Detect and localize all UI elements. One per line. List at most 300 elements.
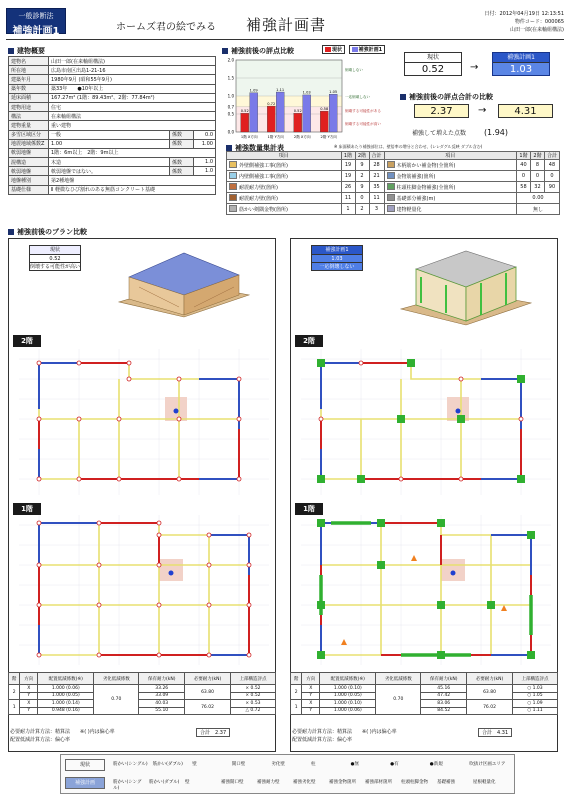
- bar-plan: [250, 93, 258, 132]
- subtitle: ホームズ君の絵でみる: [116, 22, 216, 33]
- floor1-plan-current: [19, 515, 269, 665]
- calc-note2-reinforced: 配置低減計算方法：偏心率: [292, 737, 353, 743]
- y-tick-label: 1.0: [227, 93, 234, 99]
- increase-value: (1.94): [483, 128, 508, 137]
- qty-value: 9: [355, 160, 369, 171]
- plan-score-value: 1.03: [493, 62, 549, 75]
- required-cell: 76.02: [467, 700, 513, 715]
- info-row: [9, 57, 216, 66]
- qty-value: 90: [544, 182, 559, 193]
- bar-current: [320, 111, 328, 132]
- info-key: 地震地域係数Z: [9, 139, 49, 148]
- info-row: [9, 121, 216, 130]
- qty-item: [227, 204, 342, 215]
- qty-value: 58: [516, 182, 530, 193]
- info-row: [9, 185, 216, 194]
- structure-score-cell: ○ 1.09: [512, 700, 557, 708]
- sum-current: [196, 728, 230, 737]
- reinforced-tag-label: 補強計画1: [312, 246, 362, 254]
- layout-factor-cell: 1.000 (0.10): [320, 700, 376, 708]
- info-key: 基礎仕様: [9, 185, 49, 194]
- info-value: 在来軸組構法: [49, 112, 216, 121]
- qty-header: 項目: [227, 152, 342, 160]
- score-table-reinforced: [290, 672, 558, 715]
- building-info-table: [8, 56, 216, 195]
- score-header: 方向: [302, 673, 320, 685]
- zone-label: 倒壊する可能性がある: [345, 109, 381, 114]
- layout-factor-cell: 1.000 (0.06): [38, 685, 94, 693]
- legend-item: 筋かい(シングル): [113, 762, 148, 767]
- info-key: 混構造: [9, 158, 49, 167]
- info-value: 木造: [49, 158, 170, 167]
- current-score-label: 現状: [426, 54, 439, 61]
- bar-value-label: 1.03: [302, 90, 311, 95]
- qty-value: 0: [516, 171, 530, 182]
- bar-plan: [303, 95, 311, 132]
- bar-value-label: 1.05: [329, 90, 338, 94]
- score-comparison-chart: [222, 56, 390, 144]
- qty-value: 0: [544, 171, 559, 182]
- floor1-plan-reinforced: [301, 515, 551, 665]
- chart-title: 補強前後の評点比較: [222, 46, 294, 56]
- legend-item: 補強劣化壁: [293, 780, 316, 785]
- qty-item-label: 柱頭柱脚金物補強(全箇所): [396, 185, 456, 191]
- current-tag-label: 現状: [30, 246, 80, 254]
- reinforcement-icon: [229, 194, 237, 201]
- qty-value: 0: [530, 171, 544, 182]
- qty-row: [227, 171, 560, 182]
- qty-item: [227, 193, 342, 204]
- qty-header: 1階: [341, 152, 355, 160]
- qty-item-label: 内壁側補強工事(箇所): [239, 174, 288, 180]
- direction-cell: Y: [302, 692, 320, 700]
- plan-badge: [6, 8, 66, 37]
- header-divider: [6, 39, 564, 40]
- zone-label: 倒壊する可能性が高い: [345, 121, 381, 126]
- qty-header: 2階: [530, 152, 544, 160]
- score-row: [291, 707, 558, 715]
- layout-factor-cell: 1.000 (0.05): [320, 692, 376, 700]
- deterioration-cell: 0.70: [94, 685, 139, 715]
- legend-item: 補強開口壁: [221, 780, 244, 785]
- quantity-title: 補強数量集計表: [226, 143, 284, 153]
- info-factor-key: 係数: [170, 139, 194, 148]
- bar-value-label: 0.52: [293, 109, 302, 114]
- reinforcement-icon: [387, 161, 395, 168]
- y-tick-label: 0.7: [227, 104, 234, 110]
- bar-plan: [329, 94, 337, 132]
- legend-current-button: 現状: [65, 759, 105, 771]
- capacity-cell: 40.03: [139, 700, 185, 708]
- layout-factor-cell: 1.000 (0.05): [38, 692, 94, 700]
- legend-item: 筋かい(シングル): [113, 780, 142, 791]
- score-row: [291, 692, 558, 700]
- score-arrow: →: [470, 62, 479, 73]
- info-factor-value: 0.0: [194, 130, 216, 139]
- score-header: 保有耐力(kN): [421, 673, 467, 685]
- qty-value: 35: [369, 182, 384, 193]
- reinforcement-icon: [387, 172, 395, 179]
- floor2-plan-reinforced: [301, 349, 551, 495]
- info-row: [9, 176, 216, 185]
- qty-header: 合計: [544, 152, 559, 160]
- current-plan-tag: [29, 245, 81, 271]
- total-comparison-title: 補強前後の評点合計の比較: [400, 92, 493, 102]
- qty-item-label: 外壁側補強工事(箇所): [239, 163, 288, 169]
- score-header: 配置低減係数(※): [320, 673, 376, 685]
- layout-factor-cell: 1.000 (0.06): [320, 707, 376, 715]
- info-row: [9, 139, 216, 148]
- qty-item: [384, 204, 516, 215]
- bar-plan: [276, 92, 284, 132]
- bar-current: [294, 113, 302, 132]
- qty-value: 28: [369, 160, 384, 171]
- qty-value: 26: [341, 182, 355, 193]
- floor2-label-current: 2階: [13, 335, 41, 347]
- bar-value-label: 0.72: [267, 101, 276, 106]
- info-key: 建物名: [9, 57, 49, 66]
- floor-cell: 2: [291, 685, 302, 700]
- capacity-cell: 84.52: [421, 707, 467, 715]
- qty-value: 21: [369, 171, 384, 182]
- info-value: 山田一郎(在来軸組構法): [49, 57, 216, 66]
- deterioration-cell: 0.70: [376, 685, 421, 715]
- x-tick-label: 1階 X方向: [240, 135, 258, 139]
- meta-code: 物件コード：000065: [514, 19, 564, 25]
- badge-line1: 一般診断法: [18, 12, 54, 20]
- meta-owner: 山田一郎(在来軸組構法): [510, 27, 564, 33]
- legend-current: 現状: [322, 45, 345, 54]
- house-3d-current: [109, 247, 259, 327]
- legend-plan: 補強計画1: [349, 45, 385, 54]
- direction-cell: X: [302, 700, 320, 708]
- legend-item: 壁: [192, 762, 197, 767]
- bar-value-label: 1.09: [249, 88, 258, 93]
- increase-label: 補強して増えた点数: [412, 130, 467, 137]
- legend-item: 開口壁: [231, 762, 246, 767]
- score-header: 保有耐力(kN): [139, 673, 185, 685]
- info-value: 重い建物: [49, 121, 216, 130]
- bar-value-label: 0.58: [320, 106, 329, 111]
- reinforced-plan-tag: [311, 245, 363, 271]
- qty-header: 2階: [355, 152, 369, 160]
- info-key: 建物用途: [9, 102, 49, 111]
- floor1-label-reinforced: 1階: [295, 503, 323, 515]
- capacity-cell: 45.16: [421, 685, 467, 693]
- info-value: 1980年9月 (昭和55年9月): [49, 75, 216, 84]
- capacity-cell: 47.42: [421, 692, 467, 700]
- reinforcement-icon: [387, 183, 395, 190]
- meta-date: 日付：2012年04月19日 12:13:51: [484, 11, 564, 17]
- sum-reinforced: [478, 728, 512, 737]
- info-value: 第2種地盤: [49, 176, 216, 185]
- qty-value: 11: [341, 193, 355, 204]
- qty-value: 32: [530, 182, 544, 193]
- header: [6, 8, 564, 38]
- info-value: 住宅: [49, 102, 216, 111]
- sum-value-current: 2.37: [215, 730, 227, 736]
- info-row: [9, 84, 216, 93]
- structure-score-cell: × 0.52: [230, 692, 275, 700]
- score-header: 上部構造評点: [512, 673, 557, 685]
- score-header: 必要耐力(kN): [185, 673, 231, 685]
- qty-item-label: 基礎部分補強(m): [396, 196, 436, 202]
- info-factor-value: 1.00: [194, 139, 216, 148]
- house-3d-reinforced: [391, 247, 541, 329]
- structure-score-cell: △ 0.72: [230, 707, 275, 715]
- info-value: 一般: [49, 130, 170, 139]
- calc-note2-current: 配置低減計算方法：偏心率: [10, 737, 71, 743]
- legend-item: ●有: [390, 762, 399, 767]
- score-header: 劣化低減係数: [94, 673, 139, 685]
- qty-header: 1階: [516, 152, 530, 160]
- info-factor-value: 1.0: [194, 158, 216, 167]
- score-row: [291, 685, 558, 693]
- legend-row-plan: [65, 777, 511, 791]
- bar-value-label: 1.11: [276, 87, 285, 92]
- qty-header-row: [227, 152, 560, 160]
- floor2-label-reinforced: 2階: [295, 335, 323, 347]
- qty-item: [384, 182, 516, 193]
- structure-score-cell: × 0.52: [230, 685, 275, 693]
- qty-value: 0: [355, 193, 369, 204]
- bar-value-label: 0.52: [240, 109, 249, 114]
- reinforcement-icon: [387, 205, 395, 212]
- calc-note1-reinforced: 必要耐力計算方法：精算法 ※( )内は偏心率: [292, 729, 397, 735]
- y-tick-label: 0.5: [227, 111, 234, 117]
- info-row: [9, 158, 216, 167]
- info-key: 建築年月: [9, 75, 49, 84]
- qty-value: 48: [544, 160, 559, 171]
- info-factor-value: 1.0: [194, 167, 216, 176]
- info-row: [9, 102, 216, 111]
- qty-item-label: 木柄筋かい補金物(全箇所): [396, 163, 456, 169]
- info-row: [9, 93, 216, 102]
- info-factor-key: 係数: [170, 158, 194, 167]
- qty-value: 40: [516, 160, 530, 171]
- plan-score-box: [492, 52, 550, 76]
- increase-row: [412, 128, 508, 137]
- qty-value: 1: [341, 204, 355, 215]
- qty-item: [384, 171, 516, 182]
- score-table-current: [8, 672, 276, 715]
- qty-value: 11: [369, 193, 384, 204]
- bar-current: [267, 106, 275, 132]
- required-cell: 63.80: [185, 685, 231, 700]
- qty-item: [227, 182, 342, 193]
- qty-value: 3: [369, 204, 384, 215]
- info-factor-key: 係数: [170, 167, 194, 176]
- required-cell: 76.02: [185, 700, 231, 715]
- reinforcement-icon: [229, 205, 237, 212]
- direction-cell: Y: [20, 707, 38, 715]
- info-key: 地盤種別: [9, 176, 49, 185]
- quantity-table: [226, 151, 560, 215]
- legend-item: 筋かい(ダブル): [149, 780, 180, 785]
- info-value: 軟弱地盤ではない。: [49, 167, 170, 176]
- x-tick-label: 2階 Y方向: [320, 135, 337, 139]
- info-value: 築33年 ●10年以上: [49, 84, 216, 93]
- legend-item: 柱頭柱脚金物: [401, 780, 428, 785]
- reinforced-tag-score: 1.03: [312, 254, 362, 262]
- qty-row: [227, 204, 560, 215]
- current-tag-score: 0.52: [30, 254, 80, 262]
- qty-item: [384, 160, 516, 171]
- plan-score-label: 補強計画1: [507, 54, 535, 61]
- x-tick-label: 2階 X方向: [293, 135, 311, 139]
- info-key: 軟弱地盤: [9, 148, 49, 157]
- reinforcement-icon: [229, 183, 237, 190]
- qty-item-label: 金物筋補強(箇所): [396, 174, 436, 180]
- total-after: 4.31: [498, 104, 553, 118]
- legend-item: 壁: [185, 780, 190, 785]
- qty-value: 19: [341, 171, 355, 182]
- total-arrow: →: [478, 105, 487, 116]
- info-key: 所在地: [9, 66, 49, 75]
- score-row: [291, 700, 558, 708]
- direction-cell: Y: [20, 692, 38, 700]
- score-row: [9, 692, 276, 700]
- qty-value: 2: [355, 204, 369, 215]
- legend-item: 補強金物箇所: [329, 780, 356, 785]
- structure-score-cell: ○ 1.03: [512, 685, 557, 693]
- score-header-row: [9, 673, 276, 685]
- floor-cell: 1: [291, 700, 302, 715]
- layout-factor-cell: 0.948 (0.16): [38, 707, 94, 715]
- direction-cell: Y: [302, 707, 320, 715]
- info-value: 1.00: [49, 139, 170, 148]
- reinforcement-icon: [229, 172, 237, 179]
- layout-factor-cell: 1.000 (0.10): [320, 685, 376, 693]
- score-header: 方向: [20, 673, 38, 685]
- info-key: 建物重量: [9, 121, 49, 130]
- qty-row: [227, 182, 560, 193]
- floor2-plan-current: [19, 349, 269, 495]
- legend-item: ●新規: [429, 762, 443, 767]
- capacity-cell: 33.09: [139, 692, 185, 700]
- score-row: [9, 685, 276, 693]
- plan-title: 補強前後のプラン比較: [8, 227, 87, 237]
- y-tick-label: 1.5: [227, 75, 234, 81]
- info-row: [9, 148, 216, 157]
- info-value: Ⅱ 軽微なひび割れのある無筋コンクリート基礎: [49, 185, 216, 194]
- info-factor-key: 係数: [170, 130, 194, 139]
- legend-item: 吹抜け区画エリア: [469, 762, 506, 767]
- info-key: 延床面積: [9, 93, 49, 102]
- score-header: 配置低減係数(※): [38, 673, 94, 685]
- info-key: 構法: [9, 112, 49, 121]
- current-score-box: [404, 52, 462, 76]
- calc-note1-current: 必要耐力計算方法：精算法 ※( )内は偏心率: [10, 729, 115, 735]
- chart-legend: [322, 45, 387, 54]
- qty-header: 合計: [369, 152, 384, 160]
- quantity-note: ※ 床面積あたり補強部位は、壁倍率の増分と合わせ、(レレダグル反映 ダブル含む): [334, 144, 483, 149]
- legend-item: 補強部材箇所: [365, 780, 392, 785]
- y-tick-label: 2.0: [227, 57, 234, 63]
- required-cell: 63.80: [467, 685, 513, 700]
- badge-line2: 補強計画1: [12, 26, 60, 37]
- legend-item: ●無: [350, 762, 360, 767]
- info-value: 167.27m² (1階：89.43m²、2階：77.84m²): [49, 93, 216, 102]
- score-row: [9, 707, 276, 715]
- qty-value: 9: [355, 182, 369, 193]
- info-row: [9, 66, 216, 75]
- floor-cell: 1: [9, 700, 20, 715]
- total-before: 2.37: [414, 104, 469, 118]
- qty-row: [227, 193, 560, 204]
- header-meta: [485, 10, 565, 34]
- zone-label: 一応倒壊しない: [345, 94, 371, 99]
- qty-item: [227, 171, 342, 182]
- info-value: 1階：6m以上 2階：9m以上: [49, 148, 216, 157]
- score-header: 必要耐力(kN): [467, 673, 513, 685]
- building-section-title: 建物概要: [8, 46, 45, 56]
- score-header: 劣化低減係数: [376, 673, 421, 685]
- qty-header: 項目: [384, 152, 516, 160]
- floor-cell: 2: [9, 685, 20, 700]
- capacity-cell: 55.10: [139, 707, 185, 715]
- zone-label: 倒壊しない: [345, 67, 363, 72]
- info-value: 広島市南区出島1-21-16: [49, 66, 216, 75]
- qty-item: [227, 160, 342, 171]
- qty-value: 2: [355, 171, 369, 182]
- legend-item: 屋根軽量化: [473, 780, 496, 785]
- direction-cell: X: [20, 685, 38, 693]
- qty-item-label: 耐震耐力壁(箇所): [239, 185, 278, 191]
- score-row: [9, 700, 276, 708]
- score-header: 上部構造評点: [230, 673, 275, 685]
- direction-cell: X: [20, 700, 38, 708]
- legend-footer: [60, 754, 515, 794]
- info-row: [9, 167, 216, 176]
- qty-item-label: 耐震耐力壁(箇所): [239, 196, 278, 202]
- sum-value-reinforced: 4.31: [497, 730, 509, 736]
- qty-value: 8: [530, 160, 544, 171]
- info-key: 築年数: [9, 84, 49, 93]
- reinforcement-icon: [387, 194, 395, 201]
- qty-row: [227, 160, 560, 171]
- floor1-label-current: 1階: [13, 503, 41, 515]
- capacity-cell: 33.26: [139, 685, 185, 693]
- legend-item: 筋かい(ダブル): [152, 762, 183, 767]
- page-title: 補強計画書: [246, 16, 327, 34]
- legend-item: 柱: [311, 762, 316, 767]
- reinforced-tag-judgement: 一応倒壊しない: [312, 262, 362, 270]
- current-tag-judgement: 倒壊する可能性が高い: [30, 264, 81, 270]
- info-row: [9, 112, 216, 121]
- qty-item: [384, 193, 516, 204]
- qty-value: 0.00: [516, 193, 559, 204]
- legend-item: 劣化壁: [271, 762, 285, 767]
- sum-label-reinforced: 合計: [482, 730, 493, 736]
- structure-score-cell: ○ 1.05: [512, 692, 557, 700]
- info-key: 多雪区域区分: [9, 130, 49, 139]
- x-tick-label: 1階 Y方向: [267, 135, 284, 139]
- layout-factor-cell: 1.000 (0.14): [38, 700, 94, 708]
- qty-value: 無し: [516, 204, 559, 215]
- reinforcement-icon: [229, 161, 237, 168]
- sum-label-current: 合計: [200, 730, 211, 736]
- info-key: 軟弱地盤: [9, 167, 49, 176]
- score-header: 階: [9, 673, 20, 685]
- capacity-cell: 83.06: [421, 700, 467, 708]
- info-row: [9, 130, 216, 139]
- score-header-row: [291, 673, 558, 685]
- qty-item-label: 建物軽量化: [396, 207, 422, 213]
- legend-item: 基礎補強: [437, 780, 455, 785]
- direction-cell: X: [302, 685, 320, 693]
- legend-row-current: [65, 759, 511, 773]
